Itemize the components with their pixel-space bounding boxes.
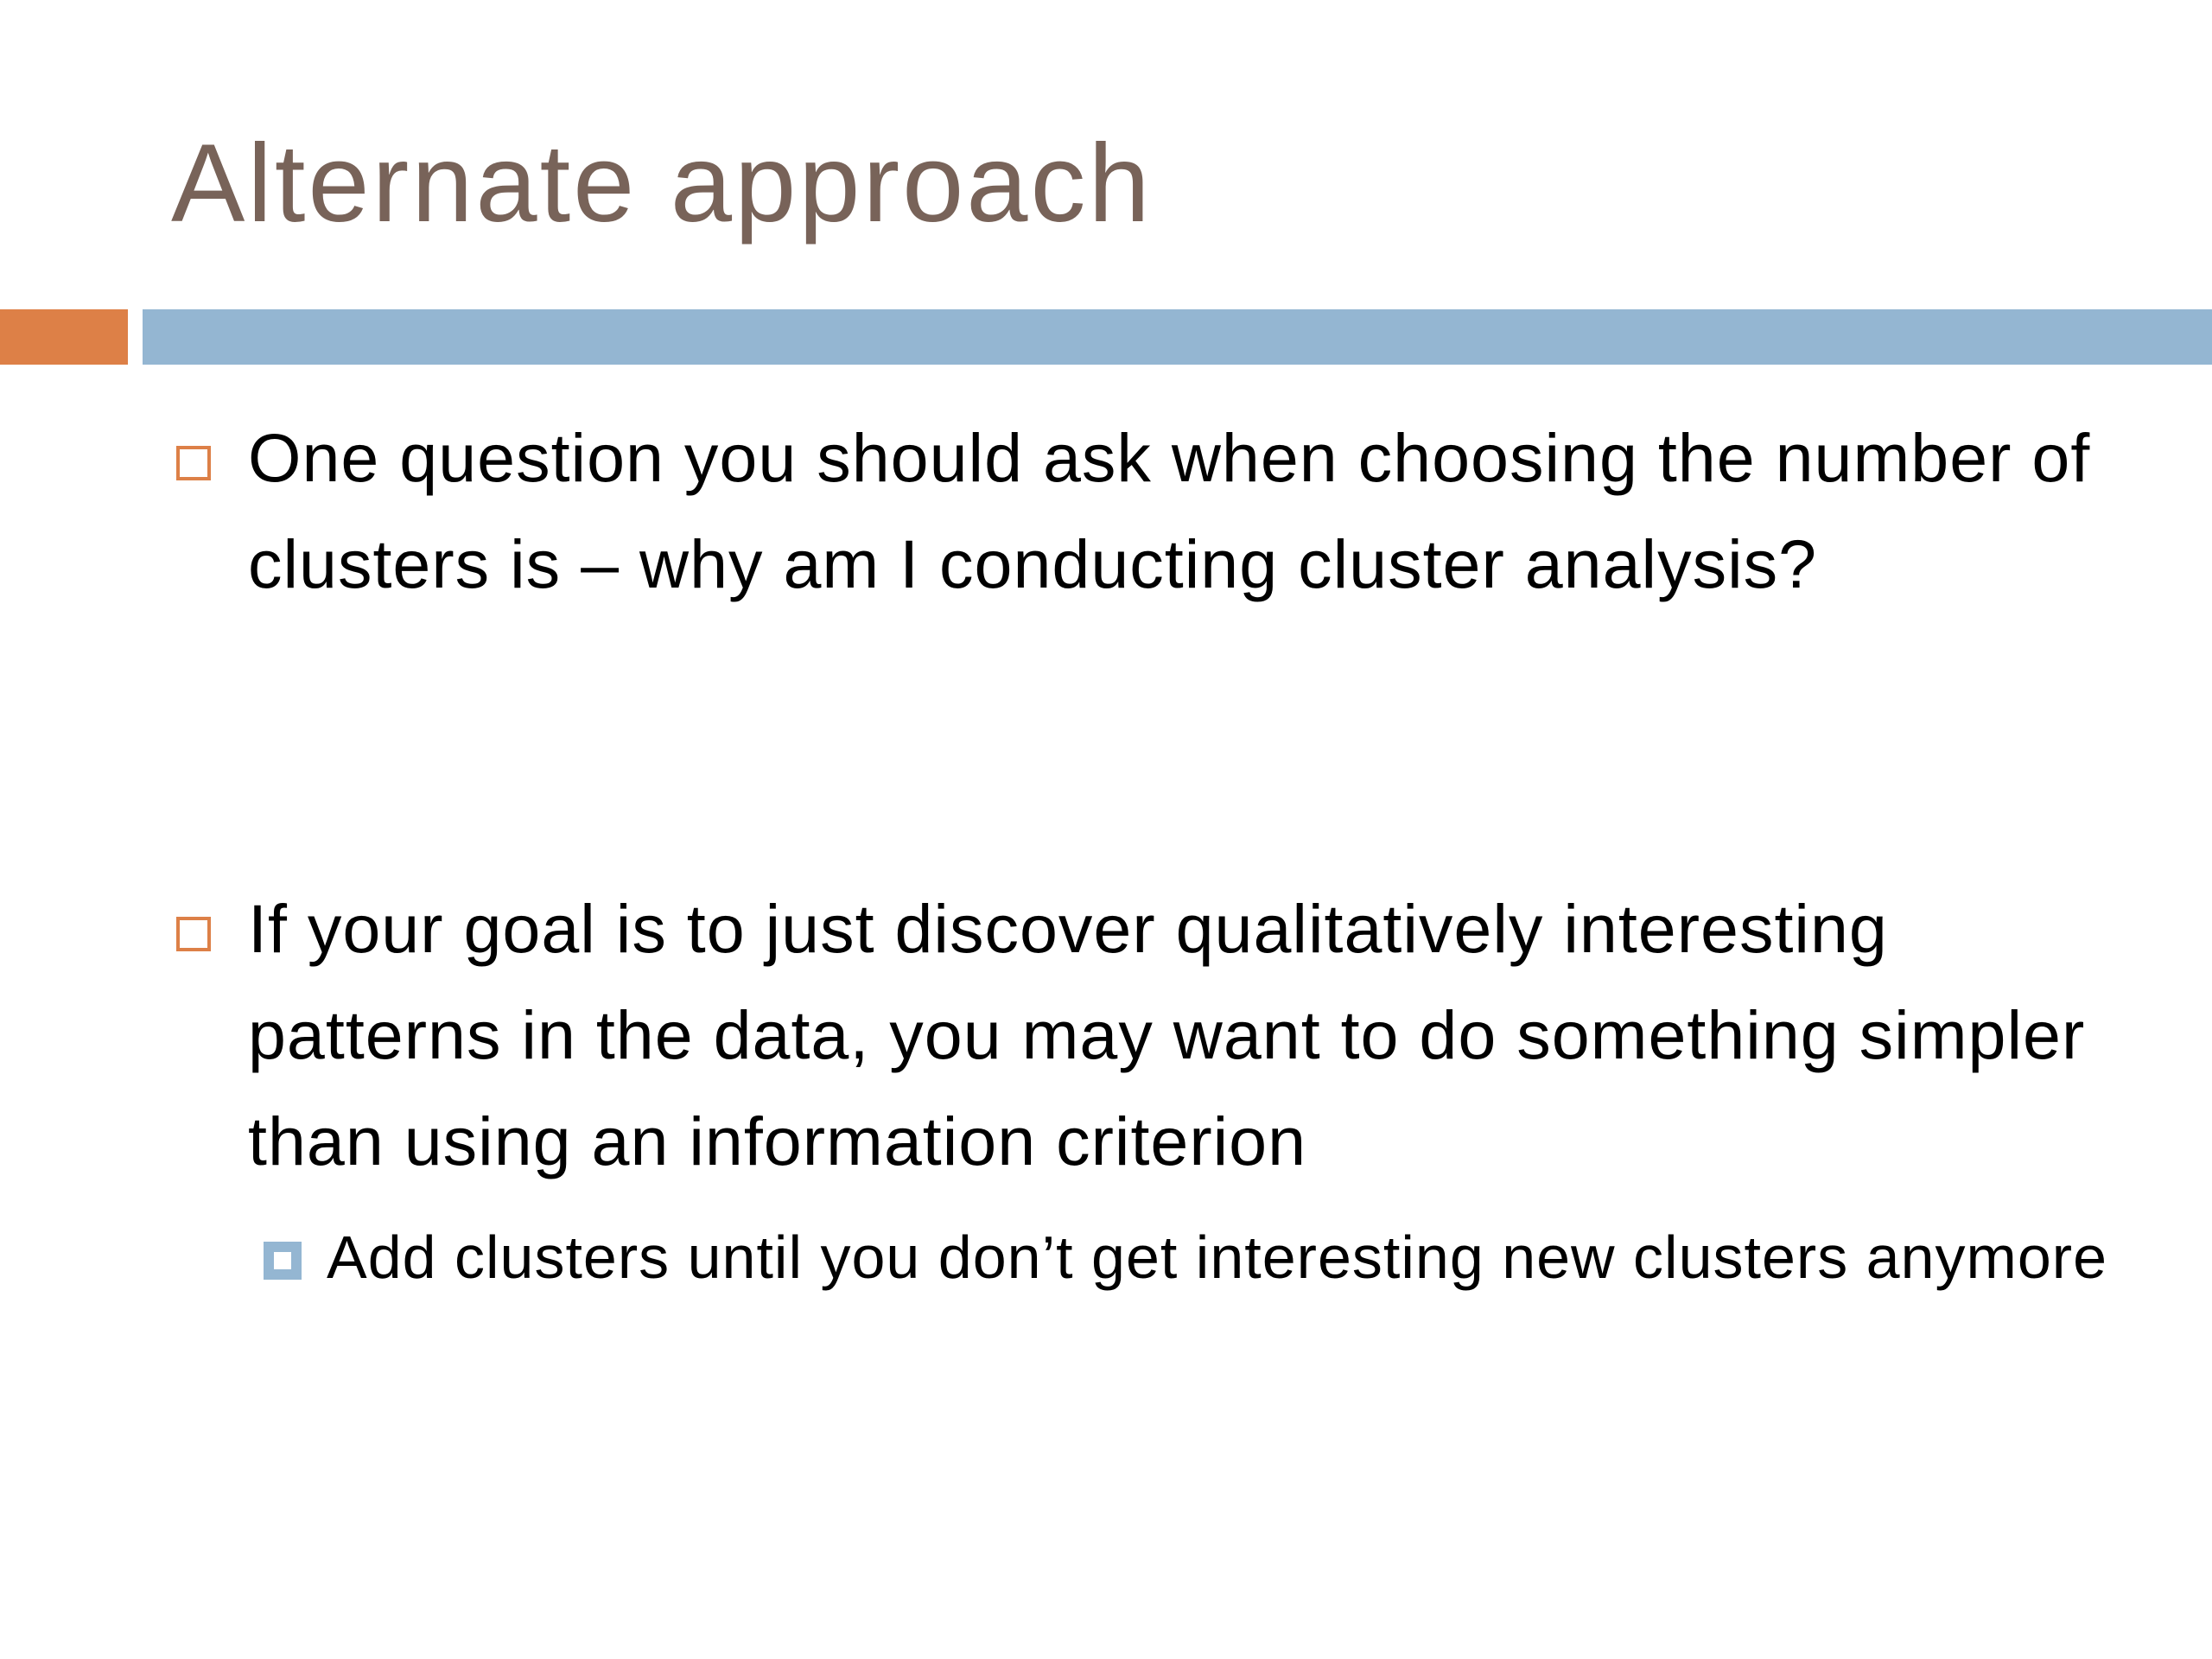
sub-bullet-item-1: Add clusters until you don’t get interesting new clusters anymore — [327, 1224, 2108, 1291]
slide-title: Alternate approach — [171, 122, 1153, 245]
filled-square-bullet-icon — [264, 1242, 302, 1280]
bullet-item-1: One question you should ask when choosing the number of clusters is – why am I conducting cluster analysis? — [248, 419, 2091, 602]
hollow-square-bullet-icon — [176, 917, 211, 951]
title-accent-bar-blue — [143, 309, 2212, 365]
title-accent-bar-orange — [0, 309, 128, 365]
bullet-item-2: If your goal is to just discover qualitatively interesting patterns in the data, you may want to do something simpler than using an information criterion — [248, 890, 2086, 1179]
hollow-square-bullet-icon — [176, 446, 211, 480]
